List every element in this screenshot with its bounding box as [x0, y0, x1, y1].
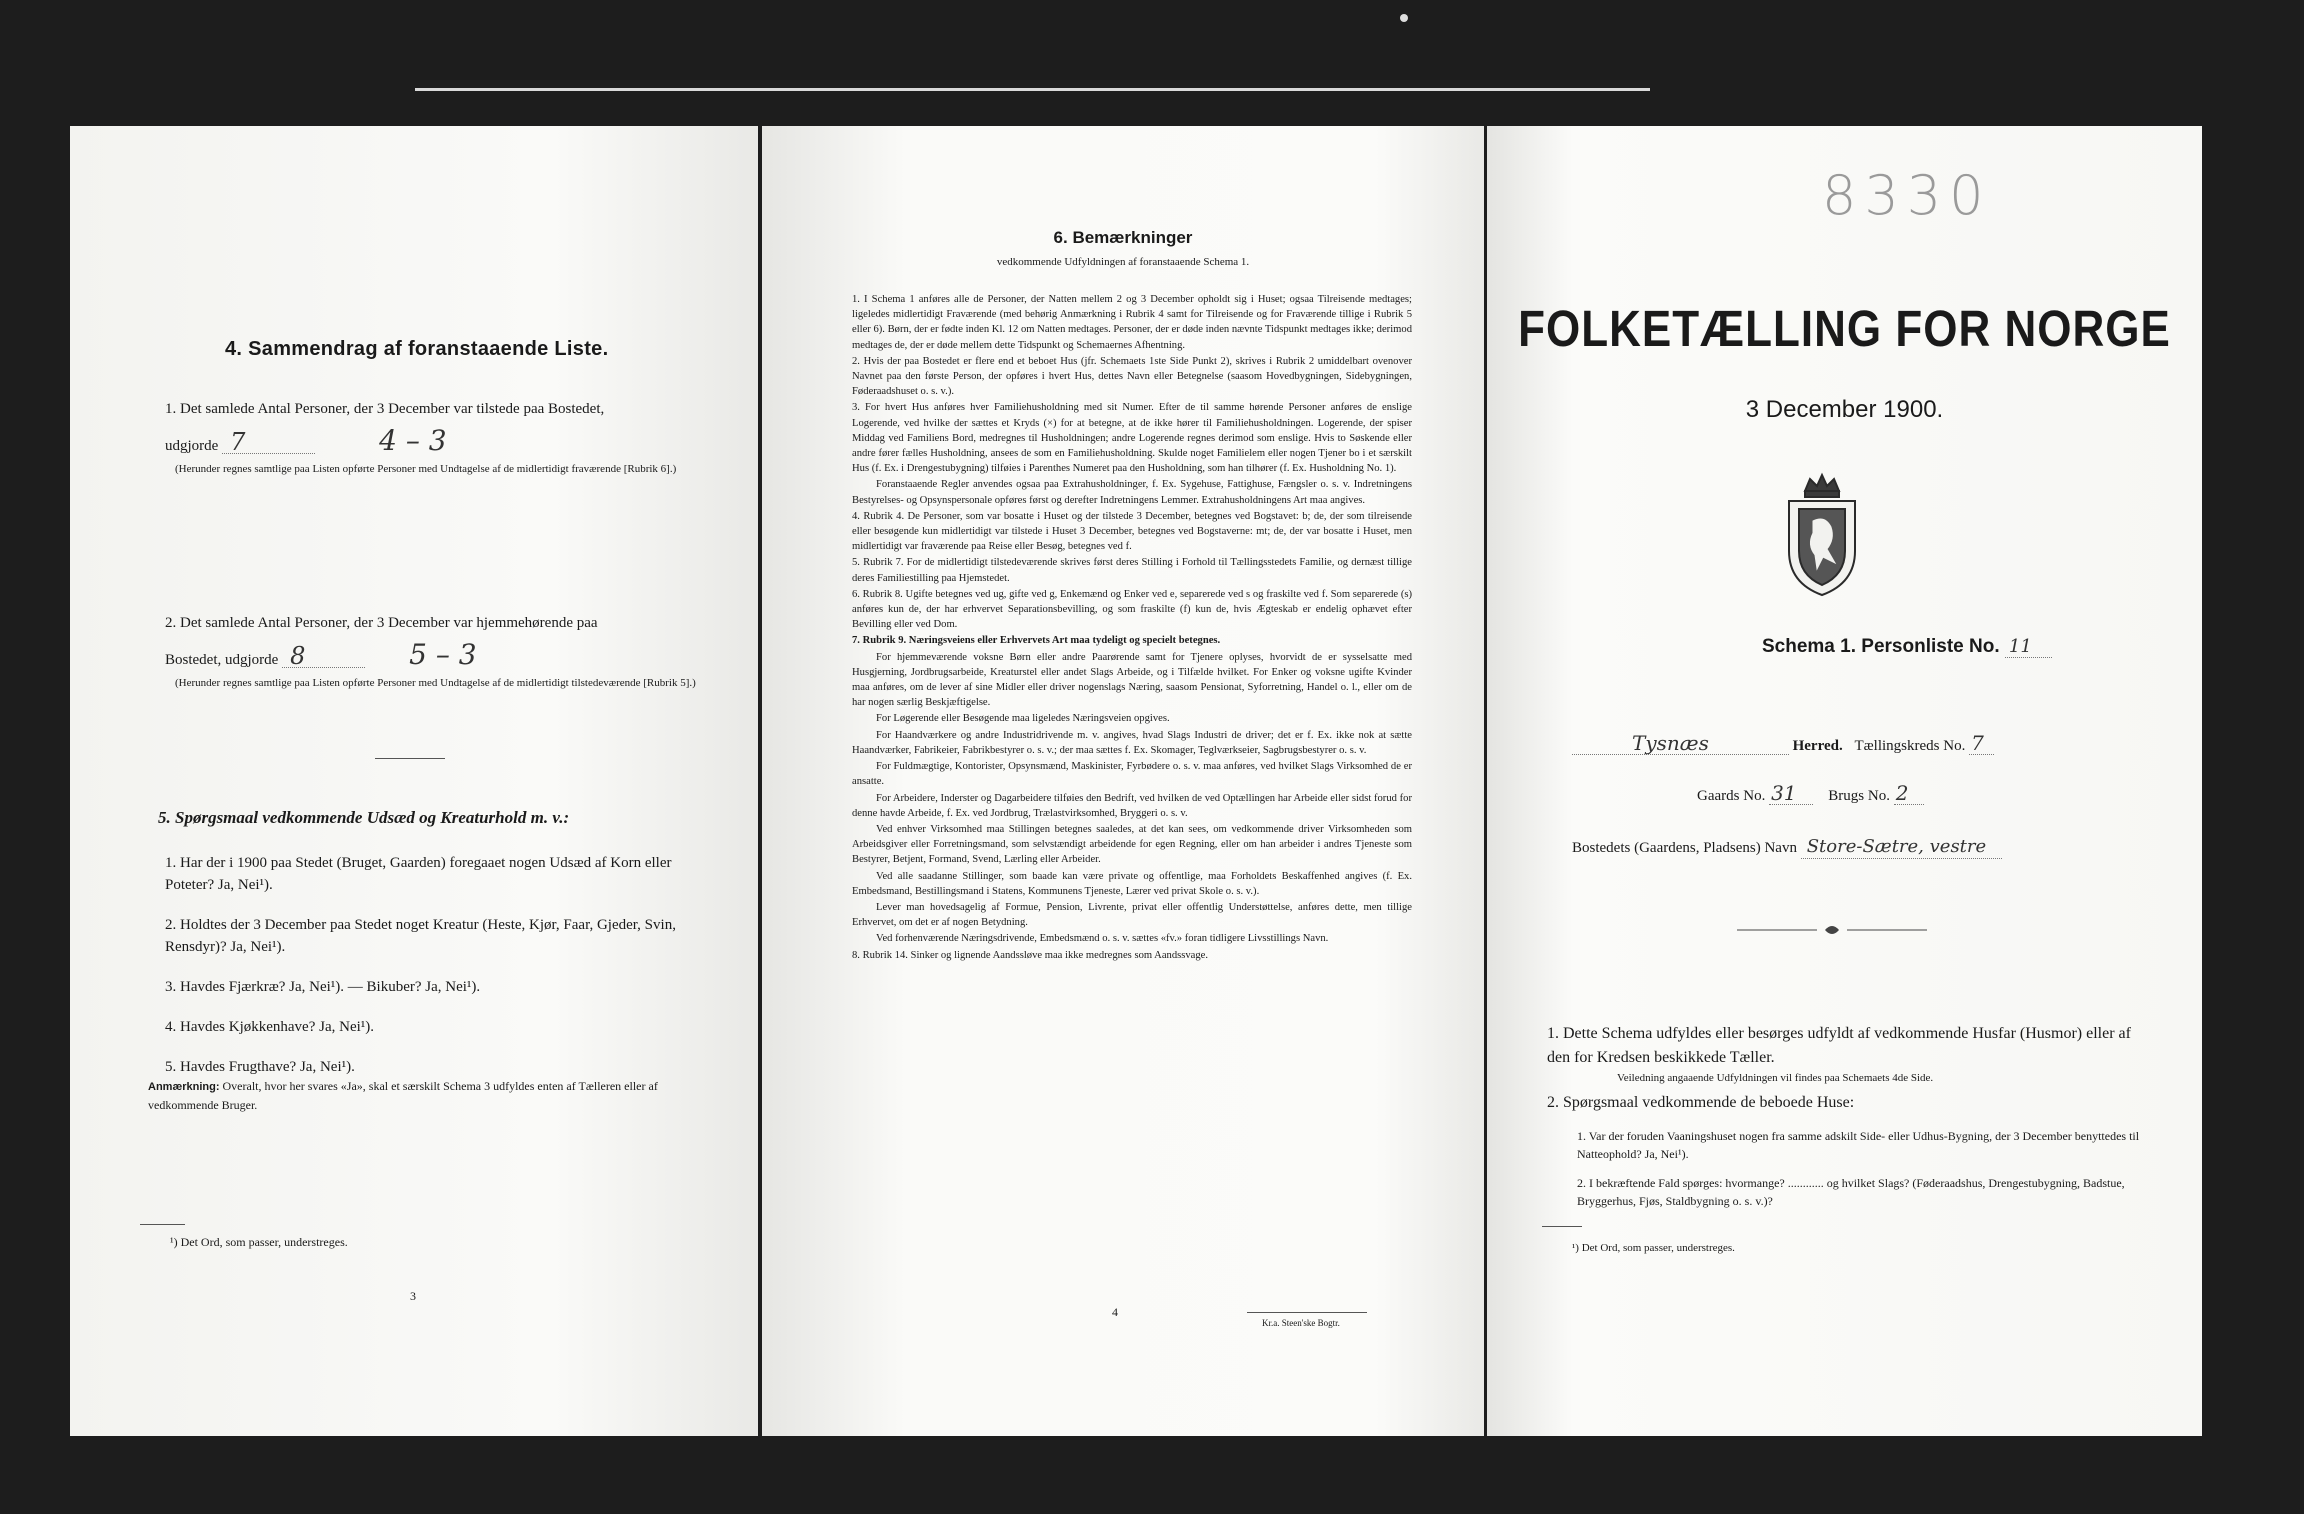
speck — [1400, 14, 1408, 22]
instruction-2-q1: 1. Var der foruden Vaaningshuset nogen fra samme adskilt Side- eller Udhus-Bygning, der 3 December benyttedes til Natteophold? Ja, Nei¹). — [1577, 1129, 2140, 1161]
archive-number: 8330 — [1822, 164, 1992, 227]
coat-of-arms-icon — [1777, 471, 1867, 599]
footnote-rule — [140, 1224, 185, 1225]
remark-paragraph: 3. For hvert Hus anføres hver Familiehusholdning med sit Numer. Efter de til samme hørende Personer anføres de enslige Logerende, ved hvilke der sættes et Kryds (×) for at betegne, at de ikke hører til Familiehusholdningen. Logerende, der spiser Middag ved Familiens Bord, medregnes til Husholdningen; andre Logerende regnes derimod som enslige. Hvis to Søskende eller andre fører fælles Husholdning, ansees de som en Familiehusholdning. Skulde noget Familielem eller nogen Tjener bo i et særskilt Hus (f. Ex. i Drengestubygning) tilføies i Parenthes Numeret paa den Husholdning, som han tilhører (f. Ex. Husholdning No. 1). — [852, 402, 1412, 475]
remark-paragraph: Lever man hovedsagelig af Formue, Pension, Livrente, privat eller offentlig Understøttelse, anføres dette, men tillige Erhvervet, om det er af nogen Betydning. — [852, 901, 1412, 929]
question-2: 2. Holdtes der 3 December paa Stedet noget Kreatur (Heste, Kjør, Faar, Gjeder, Svin, Rensdyr)? Ja, Nei¹). — [165, 917, 676, 955]
remark-paragraph: For Arbeidere, Inderster og Dagarbeidere tilføies den Bedrift, ved hvilken de ved Optællingen har Arbeide eller sidst forud for denne havde Arbeide, f. Ex. ved Jordbrug, Trælastvirksomhed, Bryggeri o. s. v. — [852, 792, 1412, 819]
instruction-2: 2. Spørgsmaal vedkommende de beboede Huse: — [1547, 1094, 1855, 1111]
remark-paragraph: For Løgerende eller Besøgende maa ligeledes Næringsveien opgives. — [876, 713, 1170, 725]
remarks-body — [852, 292, 1412, 964]
footnote-rule — [1542, 1226, 1582, 1227]
question-5: 5. Havdes Frugthave? Ja, Nei¹). — [165, 1059, 355, 1075]
gaards-line: Gaards No. 31 Brugs No. 2 — [1697, 782, 1924, 807]
top-rule — [415, 88, 1650, 91]
questions — [165, 852, 710, 1078]
printer-rule — [1247, 1312, 1367, 1313]
bosted-line: Bostedets (Gaardens, Pladsens) Navn Store-Sætre, vestre — [1572, 836, 2002, 859]
section4-title: 4. Sammendrag af foranstaaende Liste. — [225, 338, 609, 360]
remark-paragraph: 5. Rubrik 7. For de midlertidigt tilstedeværende skrives først deres Stilling i Forhold til Tællingsstedets Familie, og dernæst tillige deres Familiestilling paa Hjemstedet. — [852, 557, 1412, 584]
middle-page — [762, 126, 1484, 1436]
right-page — [1487, 126, 2202, 1436]
remarks-subtitle: vedkommende Udfyldningen af foranstaaende Schema 1. — [996, 256, 1250, 268]
instruction-1-note: Veiledning angaaende Udfyldningen vil findes paa Schemaets 4de Side. — [1617, 1072, 1934, 1084]
resident-count: 8 — [282, 645, 365, 668]
instruction-1: 1. Dette Schema udfyldes eller besørges udfyldt af vedkommende Husfar (Husmor) eller af den for Kredsen beskikkede Tæller. — [1547, 1025, 2131, 1066]
remark-paragraph: 8. Rubrik 14. Sinker og lignende Aandssløve maa ikke medregnes som Aandssvage. — [852, 949, 1209, 961]
question-3: 3. Havdes Fjærkræ? Ja, Nei¹). — Bikuber? Ja, Nei¹). — [165, 979, 481, 995]
item2-note: (Herunder regnes samtlige paa Listen opførte Personer med Undtagelse af de midlertidigt tilstedeværende [Rubrik 5].) — [175, 677, 696, 689]
kreds-value: 7 — [1969, 732, 1994, 755]
printer-credit: Kr.a. Steen'ske Bogtr. — [1262, 1318, 1340, 1328]
remark-paragraph: 6. Rubrik 8. Ugifte betegnes ved ug, gifte ved g, Enkemænd og Enker ved e, separerede ved s og fraskilte ved f. Som separerede (s) anføres kun de, der har erhvervet Separationsbevilling, og som fraskilte (f) kun de, hvis Ægteskab er endelig ophævet efter Bevilling eller ved Dom. — [852, 588, 1412, 631]
present-count: 7 — [222, 431, 315, 454]
remarks-title: 6. Bemærkninger — [1053, 228, 1193, 247]
remark-paragraph: Ved alle saadanne Stillinger, som baade kan være private og offentlige, maa Forholdets Beskaffenhed angives (f. Ex. Embedsmand, Bestillingsmand i Statens, Kommunens Tjeneste, Lærer ved privat Skole o. s. v.). — [852, 870, 1412, 897]
remark-paragraph: 4. Rubrik 4. De Personer, som var bosatte i Huset og der tilstede 3 December, betegnes ved Bogstavet: b; de, der som tilreisende eller besøgende kun midlertidigt var tilstede i Huset 3 December, betegnes ved Bogstaverne: mt; de, der var bosatte i Huset, men midlertidigt var fraværende paa Reise eller Besøg, betegnes ved f. — [852, 510, 1412, 553]
summary-item-2: 2. Det samlede Antal Personer, der 3 December var hjemmehørende paa Bostedet, udgjorde 8 5 – 3 (Herunder regnes samtlige paa Listen opførte Personer med Undtagelse af de midlertidigt tilstedeværende [Rubrik 5].) — [165, 612, 715, 691]
instructions — [1547, 1022, 2157, 1210]
divider — [375, 758, 445, 759]
remark-paragraph: 1. I Schema 1 anføres alle de Personer, der Natten mellem 2 og 3 December opholdt sig i Huset; ogsaa Tilreisende medtages; ligeledes midlertidigt Fraværende (med behørig Anmærkning i Rubrik 4 samt for Tilreisende og for Fraværende tillige i Rubrik 5 eller 6). Børn, der er fødte inden Kl. 12 om Natten medtages. Personer, der er døde inden nævnte Tidspunkt medtages ikke; derimod medtages de, der er døde mellem dette Tidspunkt og Schemaernes Afhentning. — [852, 294, 1412, 351]
remark-paragraph: Foranstaaende Regler anvendes ogsaa paa Extrahusholdninger, f. Ex. Sygehuse, Fattighuse, Fængsler o. s. v. Indretningens Bestyrelses- og Opsynspersonale opføres først og derefter Indretningens Lemmer. Extrahusholdningens Art maa angives. — [852, 479, 1412, 506]
brugs-value: 2 — [1894, 782, 1925, 805]
remark-paragraph: 2. Hvis der paa Bostedet er flere end et beboet Hus (jfr. Schemaets 1ste Side Punkt 2), skrives i Rubrik 2 umiddelbart ovenover Navnet paa den første Person, der opføres i hvert Hus, dettes Navn eller Betegnelse (saasom Hovedbygningen, Sidebygningen, Føderaadshuset o. s. v.). — [852, 355, 1412, 398]
summary-item-1: 1. Det samlede Antal Personer, der 3 December var tilstede paa Bostedet, udgjorde 7 4 – 3 (Herunder regnes samtlige paa Listen opførte Personer med Undtagelse af de midlertidigt fraværende [Rubrik 6].) — [165, 398, 715, 477]
herred-line: Tysnæs Herred. Tællingskreds No. 7 — [1572, 732, 2172, 757]
schema-line: Schema 1. Personliste No. 11 — [1762, 636, 2052, 658]
remark-paragraph: Ved forhenværende Næringsdrivende, Embedsmænd o. s. v. sættes «fv.» foran tidligere Livsstillings Navn. — [876, 933, 1329, 945]
remark-paragraph: For Haandværkere og andre Industridrivende m. v. angives, hvad Slags Industri de driver; det er f. Ex. ikke nok at sætte Haandværker, Fabrikeier, Fabrikbestyrer o. s. v.; der maa sættes f. Ex. Skomager, Teglværkseier, Sagbrugsbestyrer o. s. v. — [852, 729, 1412, 756]
census-title: FOLKETÆLLING FOR NORGE — [1518, 301, 2171, 358]
footnote: ¹) Det Ord, som passer, understreges. — [1572, 1242, 1735, 1254]
remark-paragraph: 7. Rubrik 9. Næringsveiens eller Erhvervets Art maa tydeligt og specielt betegnes. — [852, 635, 1221, 647]
instruction-2-q2: 2. I bekræftende Fald spørges: hvormange? ............ og hvilket Slags? (Føderaadshus, Drengestubygning, Badstue, Bryggerhus, Fjøs, Staldbygning o. s. v.)? — [1577, 1176, 2125, 1208]
remark-paragraph: For hjemmeværende voksne Børn eller andre Paarørende samt for Tjenere oplyses, hvorvidt de er sysselsatte med Husgjerning, Jordbrugsarbeide, Kreaturstel eller andet Slags Arbeide, og i Tilfælde hvilket. For Enker og voksne ugifte Kvinder maa anføres, om de lever af sine Midler eller driver nogenslags Næring, saasom Pensionat, Syforretning, Handel o. l., eller om de har nogen særlig Beskjæftigelse. — [852, 651, 1412, 709]
ornament-divider-icon — [1737, 922, 1927, 938]
item1-note: (Herunder regnes samtlige paa Listen opførte Personer med Undtagelse af de midlertidigt fraværende [Rubrik 6].) — [175, 463, 677, 475]
resident-split: 5 – 3 — [409, 638, 477, 671]
page-number: 3 — [410, 1289, 416, 1303]
left-page — [70, 126, 758, 1436]
question-1: 1. Har der i 1900 paa Stedet (Bruget, Gaarden) foregaaet nogen Udsæd af Korn eller Poteter? Ja, Nei¹). — [165, 855, 672, 893]
section5-title: 5. Spørgsmaal vedkommende Udsæd og Kreaturhold m. v.: — [158, 808, 570, 827]
question-4: 4. Havdes Kjøkkenhave? Ja, Nei¹). — [165, 1019, 375, 1035]
remark-paragraph: For Fuldmægtige, Kontorister, Opsynsmænd, Maskinister, Fyrbødere o. s. v. maa anføres, ved hvilket Slags Virksomhed de er ansatte. — [852, 761, 1412, 788]
present-split: 4 – 3 — [379, 424, 447, 457]
herred-value: Tysnæs — [1572, 732, 1789, 755]
bosted-value: Store-Sætre, vestre — [1801, 836, 2002, 859]
remark-paragraph: Ved enhver Virksomhed maa Stillingen betegnes saaledes, at det kan sees, om vedkommende driver Virksomheden som Arbeidsgiver eller Forretningsmand, som selvstændigt arbeidende for egen Regning, eller om han arbeider i andres Tjeneste som Bestyrer, Betjent, Formand, Svend, Lærling eller Arbeider. — [852, 823, 1412, 866]
remark: Anmærkning: Overalt, hvor her svares «Ja», skal et særskilt Schema 3 udfyldes enten af Tælleren eller af vedkommende Bruger. — [148, 1079, 658, 1112]
census-date: 3 December 1900. — [1745, 396, 1944, 423]
footnote: ¹) Det Ord, som passer, understreges. — [170, 1235, 348, 1249]
page-number: 4 — [1112, 1305, 1118, 1319]
personliste-number: 11 — [2005, 636, 2052, 658]
gaards-value: 31 — [1769, 782, 1812, 805]
